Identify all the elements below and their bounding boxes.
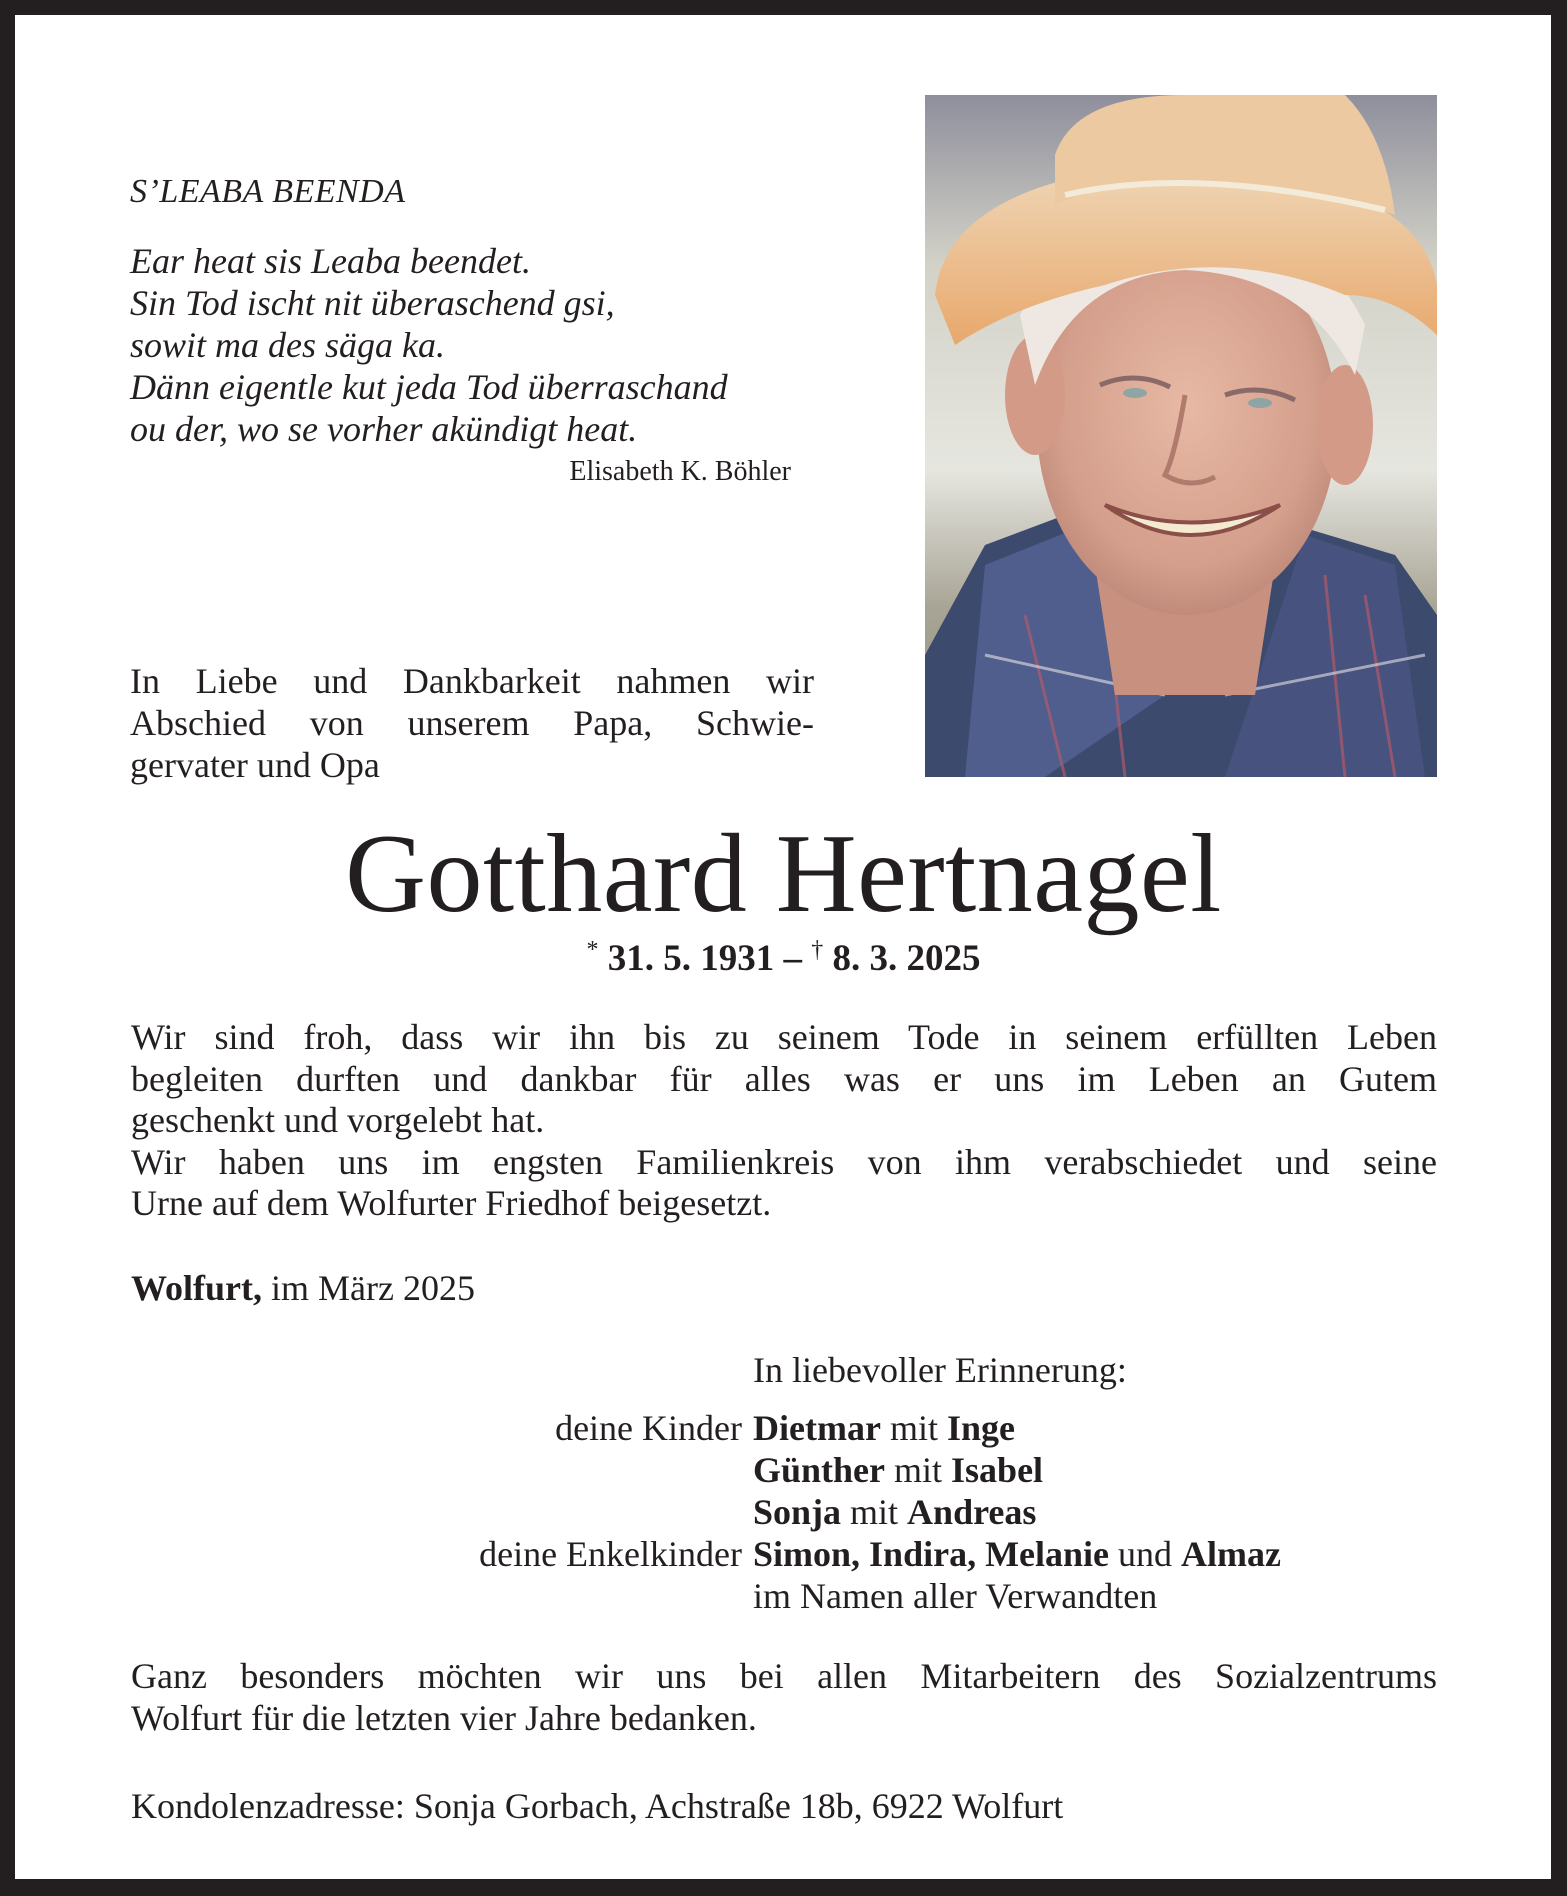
poem-line: Dänn eigentle kut jeda Tod überraschand [130,367,728,407]
portrait-photo [925,95,1437,777]
intro-line: gervater und Opa [130,745,380,785]
thanks-text [131,1656,1437,1739]
connector: mit [885,1450,952,1490]
date: im März 2025 [262,1268,475,1308]
child-entry [753,1494,1036,1530]
date-separator: – [774,938,812,979]
intro-line: Abschied von unserem Papa, Schwie- [130,703,814,743]
poem-author: Elisabeth K. Böhler [569,456,791,487]
birth-star-icon: * [586,937,599,963]
body-line: Urne auf dem Wolfurter Friedhof beigesetzt. [131,1183,772,1223]
poem-line: Ear heat sis Leaba beendet. [130,241,531,281]
child-entry [753,1452,1043,1488]
child-name: Sonja [753,1492,842,1532]
grandchildren-entry [753,1536,1281,1572]
body-line: Wir sind froh, dass wir ihn bis zu seinem Tode in seinem erfüllten Leben [131,1017,1437,1057]
grandchild-name: Almaz [1181,1534,1281,1574]
place: Wolfurt, [131,1268,262,1308]
connector: und [1109,1534,1182,1574]
mourner-row [0,1452,1567,1494]
mourner-row [0,1494,1567,1536]
mourners-closing: im Namen aller Verwandten [753,1576,1158,1616]
body-text [131,1017,1437,1225]
body-line: begleiten durften und dankbar für alles was er uns im Leben an Gutem [131,1058,1437,1099]
portrait-photo-icon [925,95,1437,777]
body-line: geschenkt und vorgelebt hat. [131,1100,545,1140]
mourner-row [0,1578,1567,1620]
connector: mit [880,1408,947,1448]
death-date: 8. 3. 2025 [832,938,981,979]
deceased-name: Gotthard Hertnagel [345,812,1222,936]
thanks-line: Wolfurt für die letzten vier Jahre bedanken. [131,1697,757,1738]
child-entry [753,1410,1015,1446]
grandchildren-label: deine Enkelkinder [479,1534,742,1574]
place-date [131,1270,475,1306]
poem-line: ou der, wo se vorher akündigt heat. [130,409,638,449]
death-cross-icon: † [811,937,824,963]
child-name: Dietmar [753,1408,881,1448]
intro-line: In Liebe und Dankbarkeit nahmen wir [130,661,814,701]
mourners-intro: In liebevoller Erinnerung: [753,1350,1127,1390]
grandchildren-names: Simon, Indira, Melanie [753,1534,1110,1574]
mourner-row [0,1410,1567,1452]
birth-date: 31. 5. 1931 [607,938,775,979]
poem-line: Sin Tod ischt nit überaschend gsi, [130,283,615,323]
poem [130,240,728,450]
connector: mit [841,1492,908,1532]
children-label: deine Kinder [555,1408,742,1448]
mourner-row [0,1536,1567,1578]
partner-name: Inge [946,1408,1015,1448]
child-name: Günther [753,1450,886,1490]
partner-name: Andreas [907,1492,1037,1532]
condolence-address: Kondolenzadresse: Sonja Gorbach, Achstraße 18b, 6922 Wolfurt [131,1786,1064,1826]
life-dates [0,938,1567,977]
partner-name: Isabel [951,1450,1044,1490]
poem-line: sowit ma des säga ka. [130,325,445,365]
intro-text [130,660,814,786]
body-line: Wir haben uns im engsten Familienkreis von ihm verabschiedet und seine [131,1141,1437,1182]
thanks-line: Ganz besonders möchten wir uns bei allen Mitarbeitern des Sozialzentrums [131,1656,1437,1696]
poem-title: S’LEABA BEENDA [130,173,406,210]
